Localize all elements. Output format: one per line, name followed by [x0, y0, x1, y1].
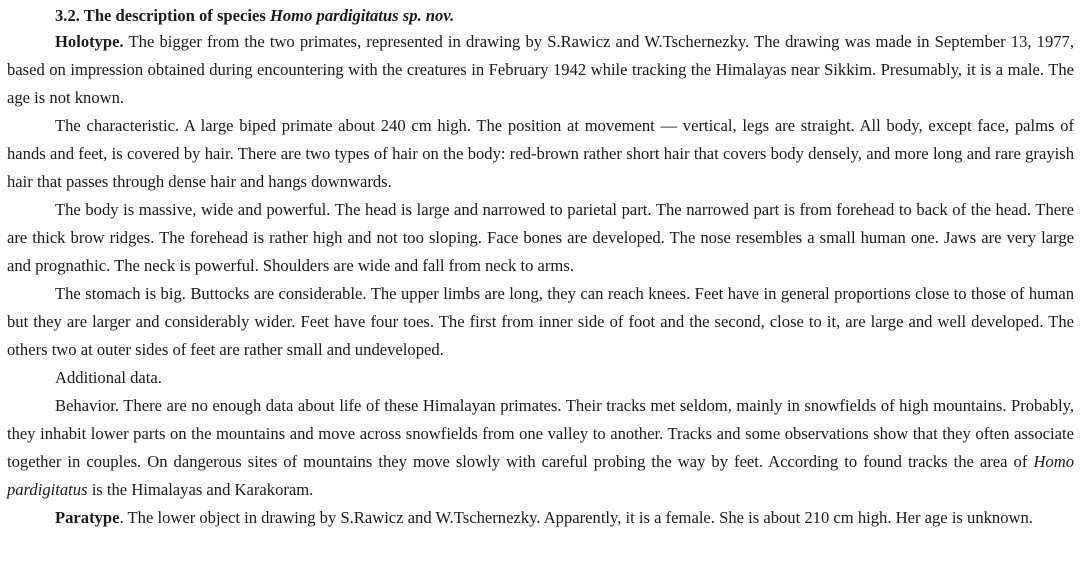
behavior-text-end: is the Himalayas and Karakoram. — [91, 480, 314, 499]
paratype-label: Paratype — [55, 508, 120, 527]
holotype-paragraph — [7, 28, 1074, 112]
section-title: The description of species — [83, 6, 266, 25]
holotype-label: Holotype. — [55, 32, 124, 51]
behavior-text: Behavior. There are no enough data about life of these Himalayan primates. Their tracks met seldom, mainly in snowfields of high mountains. Probably, they inhabit lower parts on the mountains and move across snowfields from one valley to another. Tracks and some observations show that they often associate together in couples. On dangerous sites of mountains they move slowly with careful probing the way by feet. According to found tracks the area of — [7, 396, 1074, 471]
body-paragraph: The body is massive, wide and powerful. The head is large and narrowed to parietal part. The narrowed part is from forehead to back of the head. There are thick brow ridges. The forehead is rather high and not too sloping. Face bones are developed. The nose resembles a small human one. Jaws are very large and prognathic. The neck is powerful. Shoulders are wide and fall from neck to arms. — [7, 200, 1074, 275]
additional-data-paragraph: Additional data. — [55, 368, 162, 387]
paratype-text: . The lower object in drawing by S.Rawicz and W.Tschernezky. Apparently, it is a female. She is about 210 cm high. Her age is unknown. — [119, 508, 1033, 527]
species-name: Homo pardigitatus sp. nov. — [269, 6, 455, 25]
behavior-paragraph — [7, 392, 1074, 504]
holotype-text: The bigger from the two primates, represented in drawing by S.Rawicz and W.Tschernezky. The drawing was made in September 13, 1977, based on impression obtained during encountering with the creatures in February 1942 while tracking the Himalayas near Sikkim. Presumably, it is a male. The age is not known. — [7, 32, 1075, 107]
behavior-taxon: Homo pardigitatus — [7, 452, 1074, 499]
stomach-paragraph: The stomach is big. Buttocks are considerable. The upper limbs are long, they can reach knees. Feet have in general proportions close to those of human but they are larger and considerably wider. Feet have four toes. The first from inner side of foot and the second, close to it, are large and well developed. The others two at outer sides of feet are rather small and undeveloped. — [7, 284, 1074, 359]
section-number: 3.2. — [55, 6, 80, 25]
paratype-paragraph — [7, 504, 1074, 532]
section-heading — [7, 4, 1074, 28]
characteristic-paragraph: The characteristic. A large biped primate about 240 cm high. The position at movement –– vertical, legs are straight. All body, except face, palms of hands and feet, is covered by hair. There are two types of hair on the body: red-brown rather short hair that covers body densely, and more long and rare grayish hair that passes through dense hair and hangs downwards. — [7, 116, 1074, 191]
